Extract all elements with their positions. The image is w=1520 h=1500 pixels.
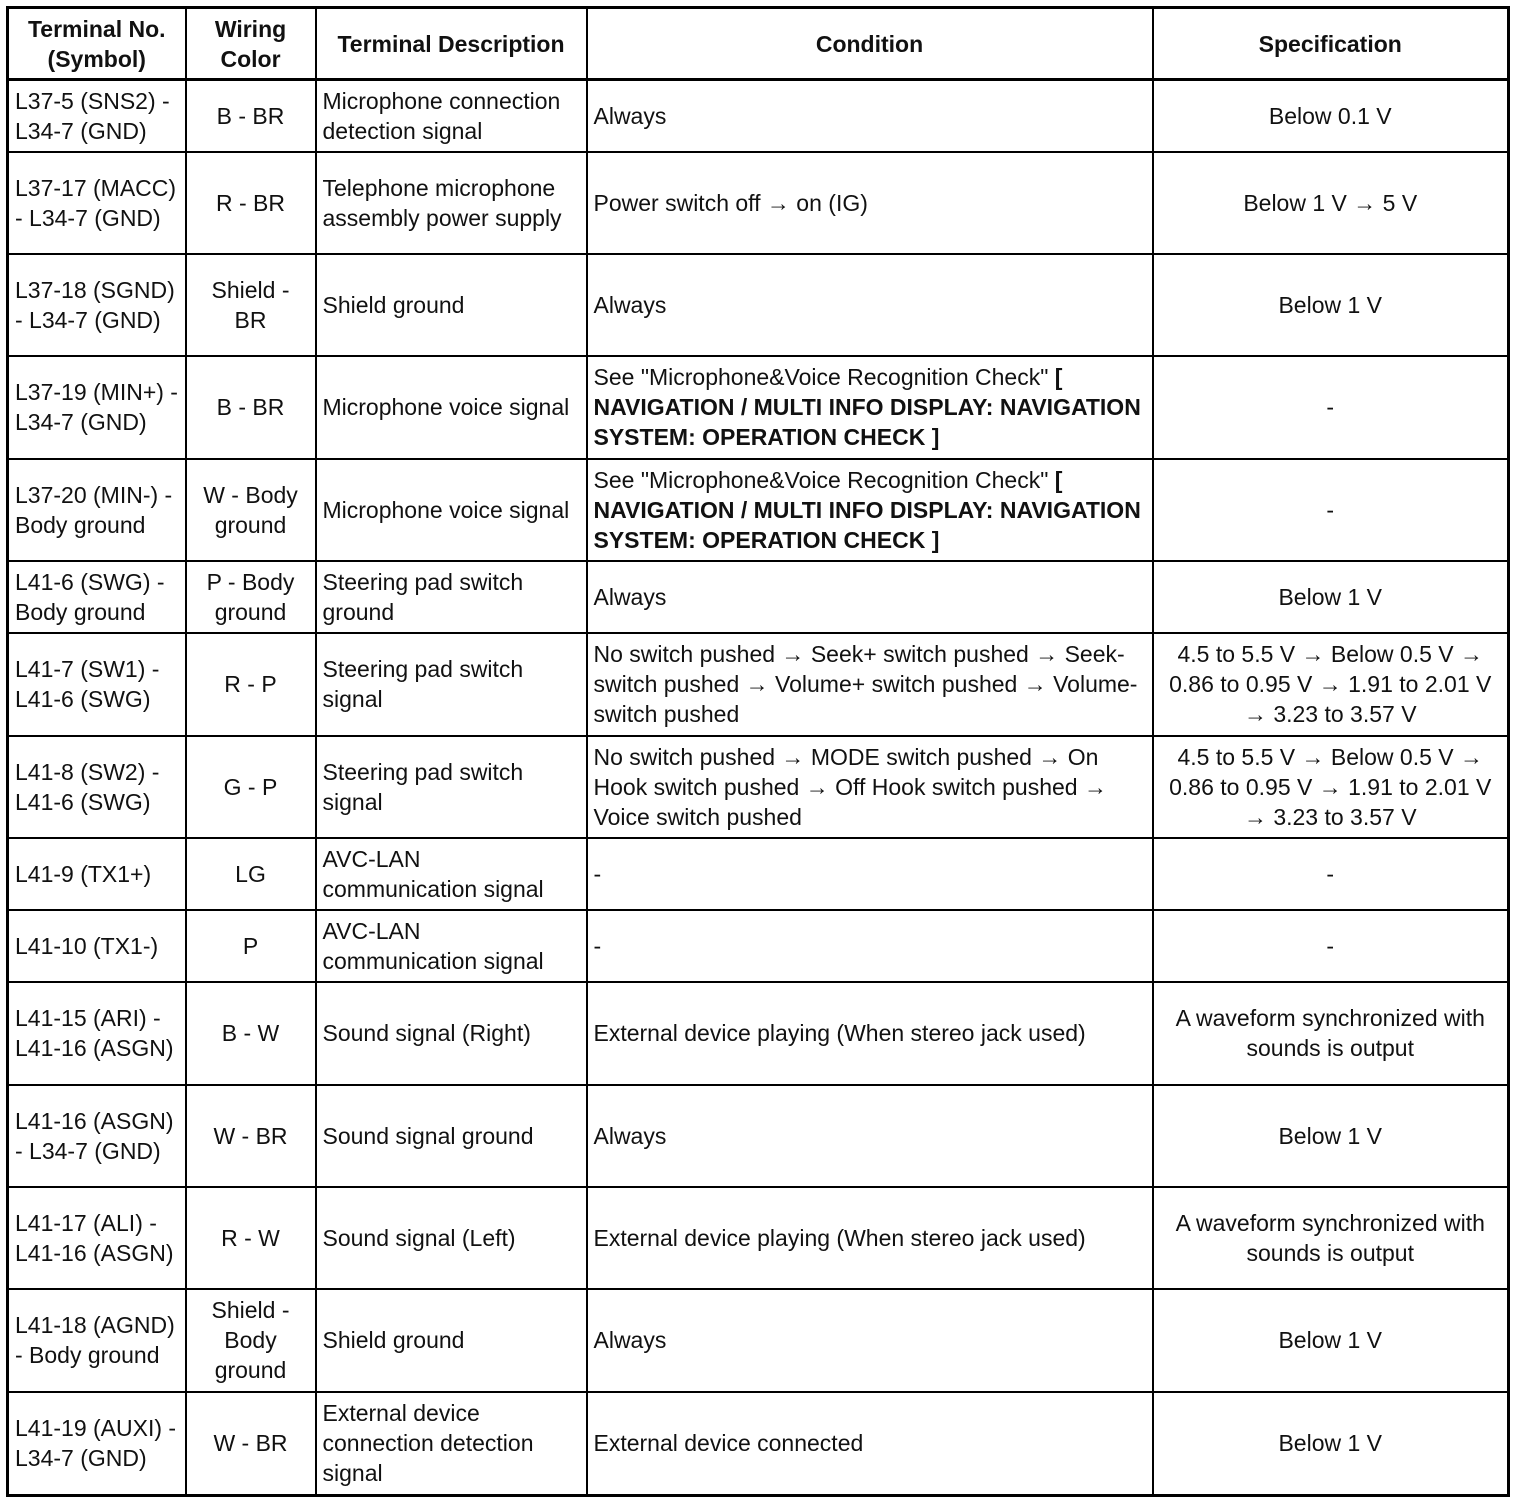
condition-cell xyxy=(587,356,1153,459)
specification-cell: Below 0.1 V xyxy=(1153,80,1509,152)
table-row xyxy=(8,152,1509,254)
specification-cell: - xyxy=(1153,838,1509,910)
terminal-cell: L37-17 (MACC) - L34-7 (GND) xyxy=(8,152,186,254)
header-specification: Specification xyxy=(1153,8,1509,80)
wiring-color-cell: LG xyxy=(186,838,316,910)
terminal-cell: L37-5 (SNS2) - L34-7 (GND) xyxy=(8,80,186,152)
table-row xyxy=(8,838,1509,910)
description-cell: Shield ground xyxy=(316,1289,587,1392)
condition-reference: [ NAVIGATION / MULTI INFO DISPLAY: NAVIGATION SYSTEM: OPERATION CHECK ] xyxy=(593,466,1141,553)
wiring-color-cell: W - Body ground xyxy=(186,459,316,561)
description-cell: Steering pad switch ground xyxy=(316,561,587,633)
table-row xyxy=(8,633,1509,736)
condition-cell: Always xyxy=(587,80,1153,152)
wiring-color-cell: R - P xyxy=(186,633,316,736)
condition-cell: Always xyxy=(587,254,1153,356)
header-row xyxy=(8,8,1509,80)
condition-cell: Always xyxy=(587,1085,1153,1187)
description-cell: External device connection detection signal xyxy=(316,1392,587,1496)
wiring-color-cell: W - BR xyxy=(186,1392,316,1496)
table-row xyxy=(8,1392,1509,1496)
specification-cell: - xyxy=(1153,910,1509,982)
condition-cell: External device playing (When stereo jack used) xyxy=(587,982,1153,1085)
specification-cell: 4.5 to 5.5 V → Below 0.5 V → 0.86 to 0.95 V → 1.91 to 2.01 V → 3.23 to 3.57 V xyxy=(1153,633,1509,736)
description-cell: Microphone connection detection signal xyxy=(316,80,587,152)
wiring-color-cell: B - W xyxy=(186,982,316,1085)
specification-cell: Below 1 V xyxy=(1153,1289,1509,1392)
specification-cell: Below 1 V xyxy=(1153,254,1509,356)
specification-cell: A waveform synchronized with sounds is output xyxy=(1153,1187,1509,1289)
terminal-cell: L41-7 (SW1) - L41-6 (SWG) xyxy=(8,633,186,736)
table-row xyxy=(8,356,1509,459)
condition-cell xyxy=(587,459,1153,561)
description-cell: Microphone voice signal xyxy=(316,356,587,459)
header-condition: Condition xyxy=(587,8,1153,80)
table-row xyxy=(8,1289,1509,1392)
terminal-cell: L41-10 (TX1-) xyxy=(8,910,186,982)
terminal-cell: L41-16 (ASGN) - L34-7 (GND) xyxy=(8,1085,186,1187)
description-cell: Telephone microphone assembly power supply xyxy=(316,152,587,254)
condition-text: See "Microphone&Voice Recognition Check" xyxy=(593,466,1049,493)
table-row xyxy=(8,1187,1509,1289)
description-cell: Steering pad switch signal xyxy=(316,736,587,838)
specification-cell: Below 1 V → 5 V xyxy=(1153,152,1509,254)
specification-cell: 4.5 to 5.5 V → Below 0.5 V → 0.86 to 0.95 V → 1.91 to 2.01 V → 3.23 to 3.57 V xyxy=(1153,736,1509,838)
wiring-color-cell: W - BR xyxy=(186,1085,316,1187)
wiring-color-cell: Shield - Body ground xyxy=(186,1289,316,1392)
terminal-cell: L41-19 (AUXI) - L34-7 (GND) xyxy=(8,1392,186,1496)
table-row xyxy=(8,80,1509,152)
terminal-cell: L37-19 (MIN+) - L34-7 (GND) xyxy=(8,356,186,459)
description-cell: Sound signal ground xyxy=(316,1085,587,1187)
condition-cell: External device playing (When stereo jack used) xyxy=(587,1187,1153,1289)
terminal-cell: L41-6 (SWG) - Body ground xyxy=(8,561,186,633)
wiring-color-cell: P - Body ground xyxy=(186,561,316,633)
table-row xyxy=(8,561,1509,633)
specification-cell: - xyxy=(1153,459,1509,561)
table-row xyxy=(8,459,1509,561)
specification-cell: Below 1 V xyxy=(1153,561,1509,633)
description-cell: AVC-LAN communication signal xyxy=(316,838,587,910)
table-row xyxy=(8,736,1509,838)
wiring-color-cell: R - BR xyxy=(186,152,316,254)
condition-cell: - xyxy=(587,838,1153,910)
condition-cell: No switch pushed → Seek+ switch pushed → Seek- switch pushed → Volume+ switch pushed → Volume- switch pushed xyxy=(587,633,1153,736)
terminal-cell: L37-18 (SGND) - L34-7 (GND) xyxy=(8,254,186,356)
terminal-cell: L41-15 (ARI) - L41-16 (ASGN) xyxy=(8,982,186,1085)
description-cell: Steering pad switch signal xyxy=(316,633,587,736)
specification-cell: A waveform synchronized with sounds is output xyxy=(1153,982,1509,1085)
description-cell: Sound signal (Right) xyxy=(316,982,587,1085)
condition-text: See "Microphone&Voice Recognition Check" xyxy=(593,364,1049,390)
description-cell: Shield ground xyxy=(316,254,587,356)
table-row xyxy=(8,982,1509,1085)
description-cell: Sound signal (Left) xyxy=(316,1187,587,1289)
wiring-color-cell: R - W xyxy=(186,1187,316,1289)
condition-reference: [ NAVIGATION / MULTI INFO DISPLAY: NAVIGATION SYSTEM: OPERATION CHECK ] xyxy=(593,364,1141,450)
condition-cell: No switch pushed → MODE switch pushed → On Hook switch pushed → Off Hook switch pushed → Voice switch pushed xyxy=(587,736,1153,838)
description-cell: AVC-LAN communication signal xyxy=(316,910,587,982)
condition-cell: Always xyxy=(587,561,1153,633)
header-terminal: Terminal No. (Symbol) xyxy=(8,8,186,80)
table-row xyxy=(8,1085,1509,1187)
specification-cell: Below 1 V xyxy=(1153,1085,1509,1187)
terminal-cell: L37-20 (MIN-) - Body ground xyxy=(8,459,186,561)
wiring-color-cell: G - P xyxy=(186,736,316,838)
terminal-cell: L41-18 (AGND) - Body ground xyxy=(8,1289,186,1392)
header-terminal-description: Terminal Description xyxy=(316,8,587,80)
header-wiring-color: Wiring Color xyxy=(186,8,316,80)
wiring-color-cell: P xyxy=(186,910,316,982)
terminal-table xyxy=(6,6,1510,1497)
terminal-cell: L41-17 (ALI) - L41-16 (ASGN) xyxy=(8,1187,186,1289)
condition-cell: Power switch off → on (IG) xyxy=(587,152,1153,254)
terminal-cell: L41-8 (SW2) - L41-6 (SWG) xyxy=(8,736,186,838)
wiring-color-cell: Shield - BR xyxy=(186,254,316,356)
specification-cell: - xyxy=(1153,356,1509,459)
condition-cell: External device connected xyxy=(587,1392,1153,1496)
condition-cell: - xyxy=(587,910,1153,982)
specification-cell: Below 1 V xyxy=(1153,1392,1509,1496)
table-row xyxy=(8,254,1509,356)
wiring-color-cell: B - BR xyxy=(186,80,316,152)
description-cell: Microphone voice signal xyxy=(316,459,587,561)
wiring-color-cell: B - BR xyxy=(186,356,316,459)
condition-cell: Always xyxy=(587,1289,1153,1392)
terminal-cell: L41-9 (TX1+) xyxy=(8,838,186,910)
table-row xyxy=(8,910,1509,982)
